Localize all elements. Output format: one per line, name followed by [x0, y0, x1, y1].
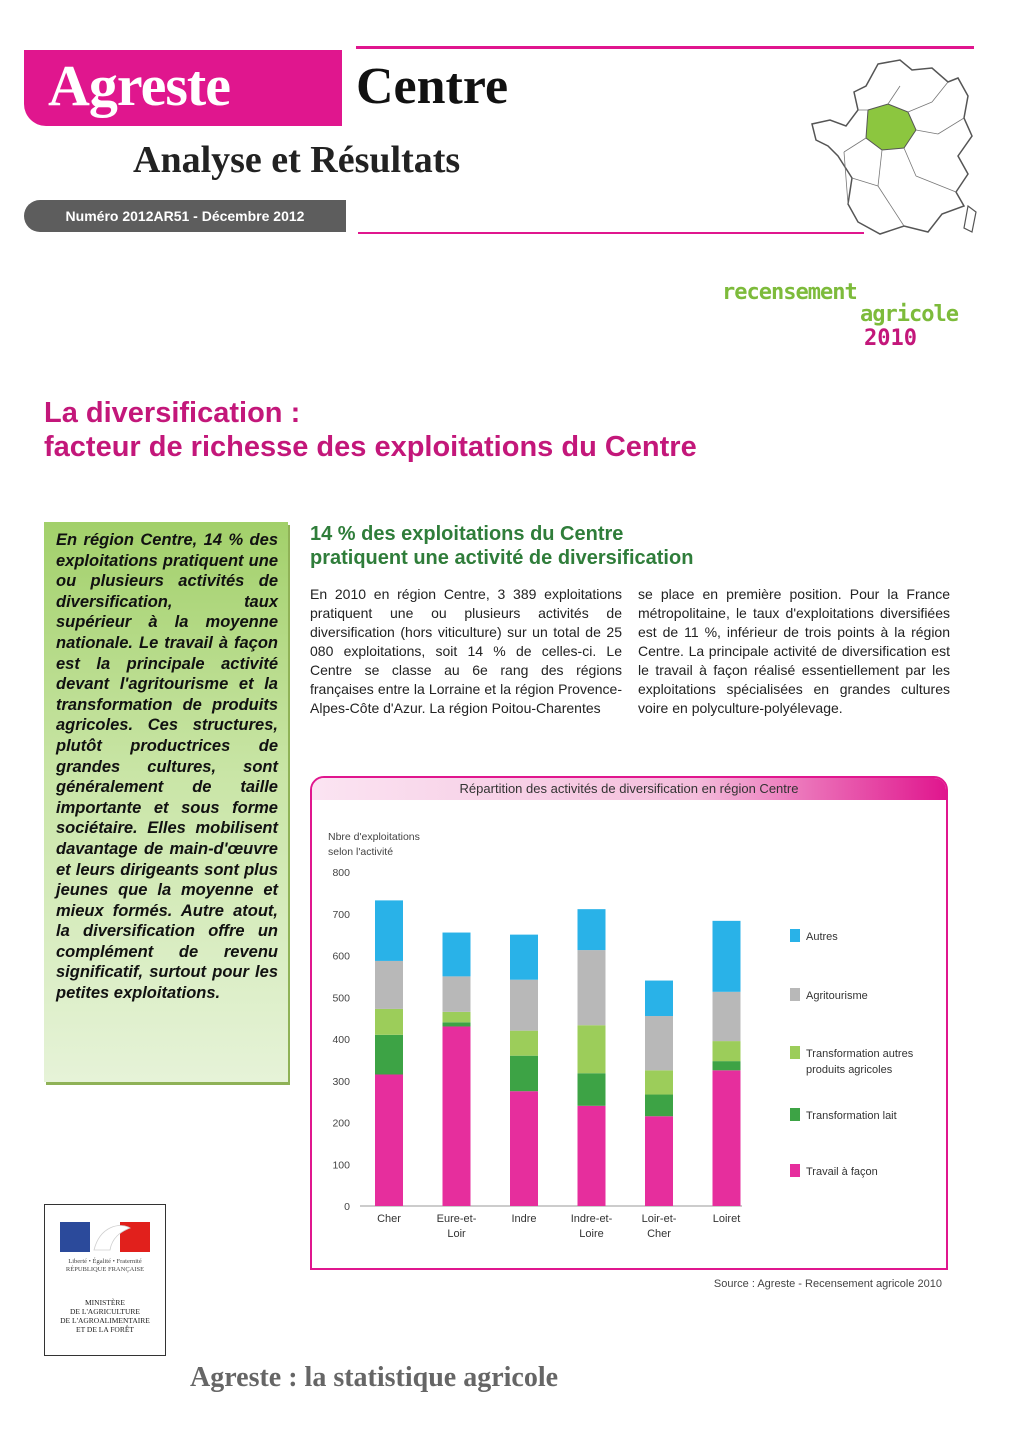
bar-segment: [510, 1091, 538, 1206]
republic-caption: [46, 1258, 164, 1274]
campaign-logo-line2: agricole: [860, 302, 958, 327]
body-column-1: En 2010 en région Centre, 3 389 exploitations pratiquent une ou plusieurs activités de diversification (hors viticulture) sur un total de 25 080 exploitations, soit 14 % de celles-ci. Le Centre se classe au 6e rang des régions françaises entre la Lorraine et la région Provence-Alpes-Côte d'Azur. La région Poitou-Charentes: [310, 586, 622, 716]
bar-segment: [375, 1035, 403, 1075]
y-axis-label-line2: selon l'activité: [328, 846, 394, 858]
section-heading-line2: pratiquent une activité de diversification: [310, 547, 694, 569]
bar-segment: [645, 1095, 673, 1117]
x-tick-label: Loire: [579, 1228, 604, 1240]
region-name: Centre: [356, 58, 509, 115]
bar-segment: [375, 1009, 403, 1035]
y-tick-label: 700: [332, 908, 350, 921]
publication-subtitle: Analyse et Résultats: [133, 139, 461, 181]
republic-motto: Liberté • Égalité • Fraternité: [68, 1258, 142, 1265]
y-axis-label-line1: Nbre d'exploitations: [328, 831, 420, 843]
legend-swatch: [790, 988, 800, 1001]
legend-swatch: [790, 1046, 800, 1059]
x-tick-label: Loir-et-: [641, 1213, 677, 1225]
bar-segment: [510, 1056, 538, 1091]
bar-segment: [578, 950, 606, 1025]
legend-swatch: [790, 929, 800, 942]
y-tick-label: 200: [332, 1117, 350, 1130]
bar-segment: [713, 1070, 741, 1206]
bar-segment: [645, 1016, 673, 1070]
agreste-logo: Agreste: [48, 53, 230, 118]
bar-segment: [578, 1106, 606, 1206]
legend-swatch: [790, 1108, 800, 1121]
bar-segment: [578, 1073, 606, 1106]
bar-segment: [578, 1025, 606, 1073]
ministry-line: DE L'AGRICULTURE: [69, 1307, 141, 1316]
x-tick-label: Eure-et-: [436, 1213, 477, 1225]
campaign-logo-year: 2010: [864, 326, 917, 351]
section-heading-line1: 14 % des exploitations du Centre: [310, 523, 624, 545]
diversification-bar-chart: [312, 802, 946, 1268]
bar-segment: [578, 909, 606, 950]
y-tick-label: 600: [332, 950, 350, 963]
y-tick-label: 800: [332, 867, 350, 879]
header-bottom-rule: [358, 232, 864, 234]
bar-segment: [443, 1022, 471, 1026]
bar-segment: [443, 1012, 471, 1022]
legend-label: Travail à façon: [806, 1166, 878, 1178]
footer-tagline: Agreste : la statistique agricole: [190, 1362, 559, 1393]
legend-label: Autres: [806, 931, 838, 943]
bar-segment: [510, 935, 538, 980]
y-tick-label: 100: [332, 1159, 350, 1172]
bar-segment: [375, 900, 403, 961]
article-title: [44, 396, 944, 464]
chart-title: Répartition des activités de diversification en région Centre: [312, 778, 946, 800]
header-top-rule: [356, 46, 974, 49]
article-title-line2: facteur de richesse des exploitations du Centre: [44, 431, 697, 463]
campaign-logo-line1: recensement: [722, 280, 857, 305]
x-tick-label: Cher: [377, 1213, 401, 1225]
legend-label: Transformation autres: [806, 1048, 914, 1060]
bar-segment: [713, 921, 741, 992]
bar-segment: [645, 1116, 673, 1206]
x-tick-label: Cher: [647, 1228, 671, 1240]
bar-segment: [713, 1041, 741, 1061]
ministry-line: DE L'AGROALIMENTAIRE: [60, 1316, 150, 1325]
marianne-logo-icon: [60, 1216, 150, 1256]
bar-segment: [645, 1070, 673, 1094]
x-tick-label: Loiret: [712, 1213, 741, 1225]
bar-segment: [713, 1061, 741, 1070]
bar-segment: [713, 992, 741, 1041]
republic-name: RÉPUBLIQUE FRANÇAISE: [65, 1266, 145, 1273]
legend-label: produits agricoles: [806, 1064, 893, 1076]
bar-segment: [510, 1031, 538, 1056]
bar-segment: [443, 1026, 471, 1206]
legend-swatch: [790, 1164, 800, 1177]
bar-segment: [375, 1074, 403, 1206]
section-heading: [310, 522, 950, 570]
issue-number-badge: Numéro 2012AR51 - Décembre 2012: [24, 200, 346, 232]
bar-segment: [443, 976, 471, 1011]
bar-segment: [375, 961, 403, 1009]
x-tick-label: Indre: [511, 1213, 537, 1225]
y-tick-label: 400: [332, 1034, 350, 1046]
ministry-line: ET DE LA FORÊT: [76, 1325, 134, 1334]
bar-segment: [645, 981, 673, 1016]
bar-segment: [510, 980, 538, 1031]
france-map-icon: [808, 56, 980, 240]
y-tick-label: 300: [332, 1075, 350, 1088]
ministry-line: MINISTÈRE: [85, 1298, 125, 1307]
article-title-line1: La diversification :: [44, 397, 301, 429]
y-tick-label: 500: [332, 992, 350, 1005]
legend-label: Transformation lait: [806, 1110, 897, 1122]
summary-text: En région Centre, 14 % des exploitations pratiquent une ou plusieurs activités de diversification, taux supérieur à la moyenne nationale. Le travail à façon est la principale activité devant l'agritourisme et la transformation de produits agricoles. Ces structures, plutôt productrices de grandes cultures, sont généralement de taille importante et sous forme sociétaire. Elles mobilisent davantage de main-d'œuvre et leurs dirigeants sont plus jeunes que la moyenne et mieux formés. Autre atout, la diversification offre un complément de revenu significatif, surtout pour les petites exploitations.: [56, 531, 278, 1003]
ministry-name: [46, 1298, 164, 1334]
x-tick-label: Loir: [447, 1228, 466, 1240]
legend-label: Agritourisme: [806, 990, 868, 1002]
bar-segment: [443, 933, 471, 977]
y-tick-label: 0: [344, 1201, 350, 1213]
body-column-2: se place en première position. Pour la France métropolitaine, le taux d'exploitations diversifiées est de 11 %, inférieur de trois points à la région Centre. La principale activité de diversification est le travail à façon réalisé essentiellement par les exploitations spécialisées en grandes cultures voire en polyculture-polyélevage.: [638, 586, 950, 716]
chart-source: Source : Agreste - Recensement agricole 2010: [713, 1278, 942, 1290]
x-tick-label: Indre-et-: [570, 1213, 613, 1225]
